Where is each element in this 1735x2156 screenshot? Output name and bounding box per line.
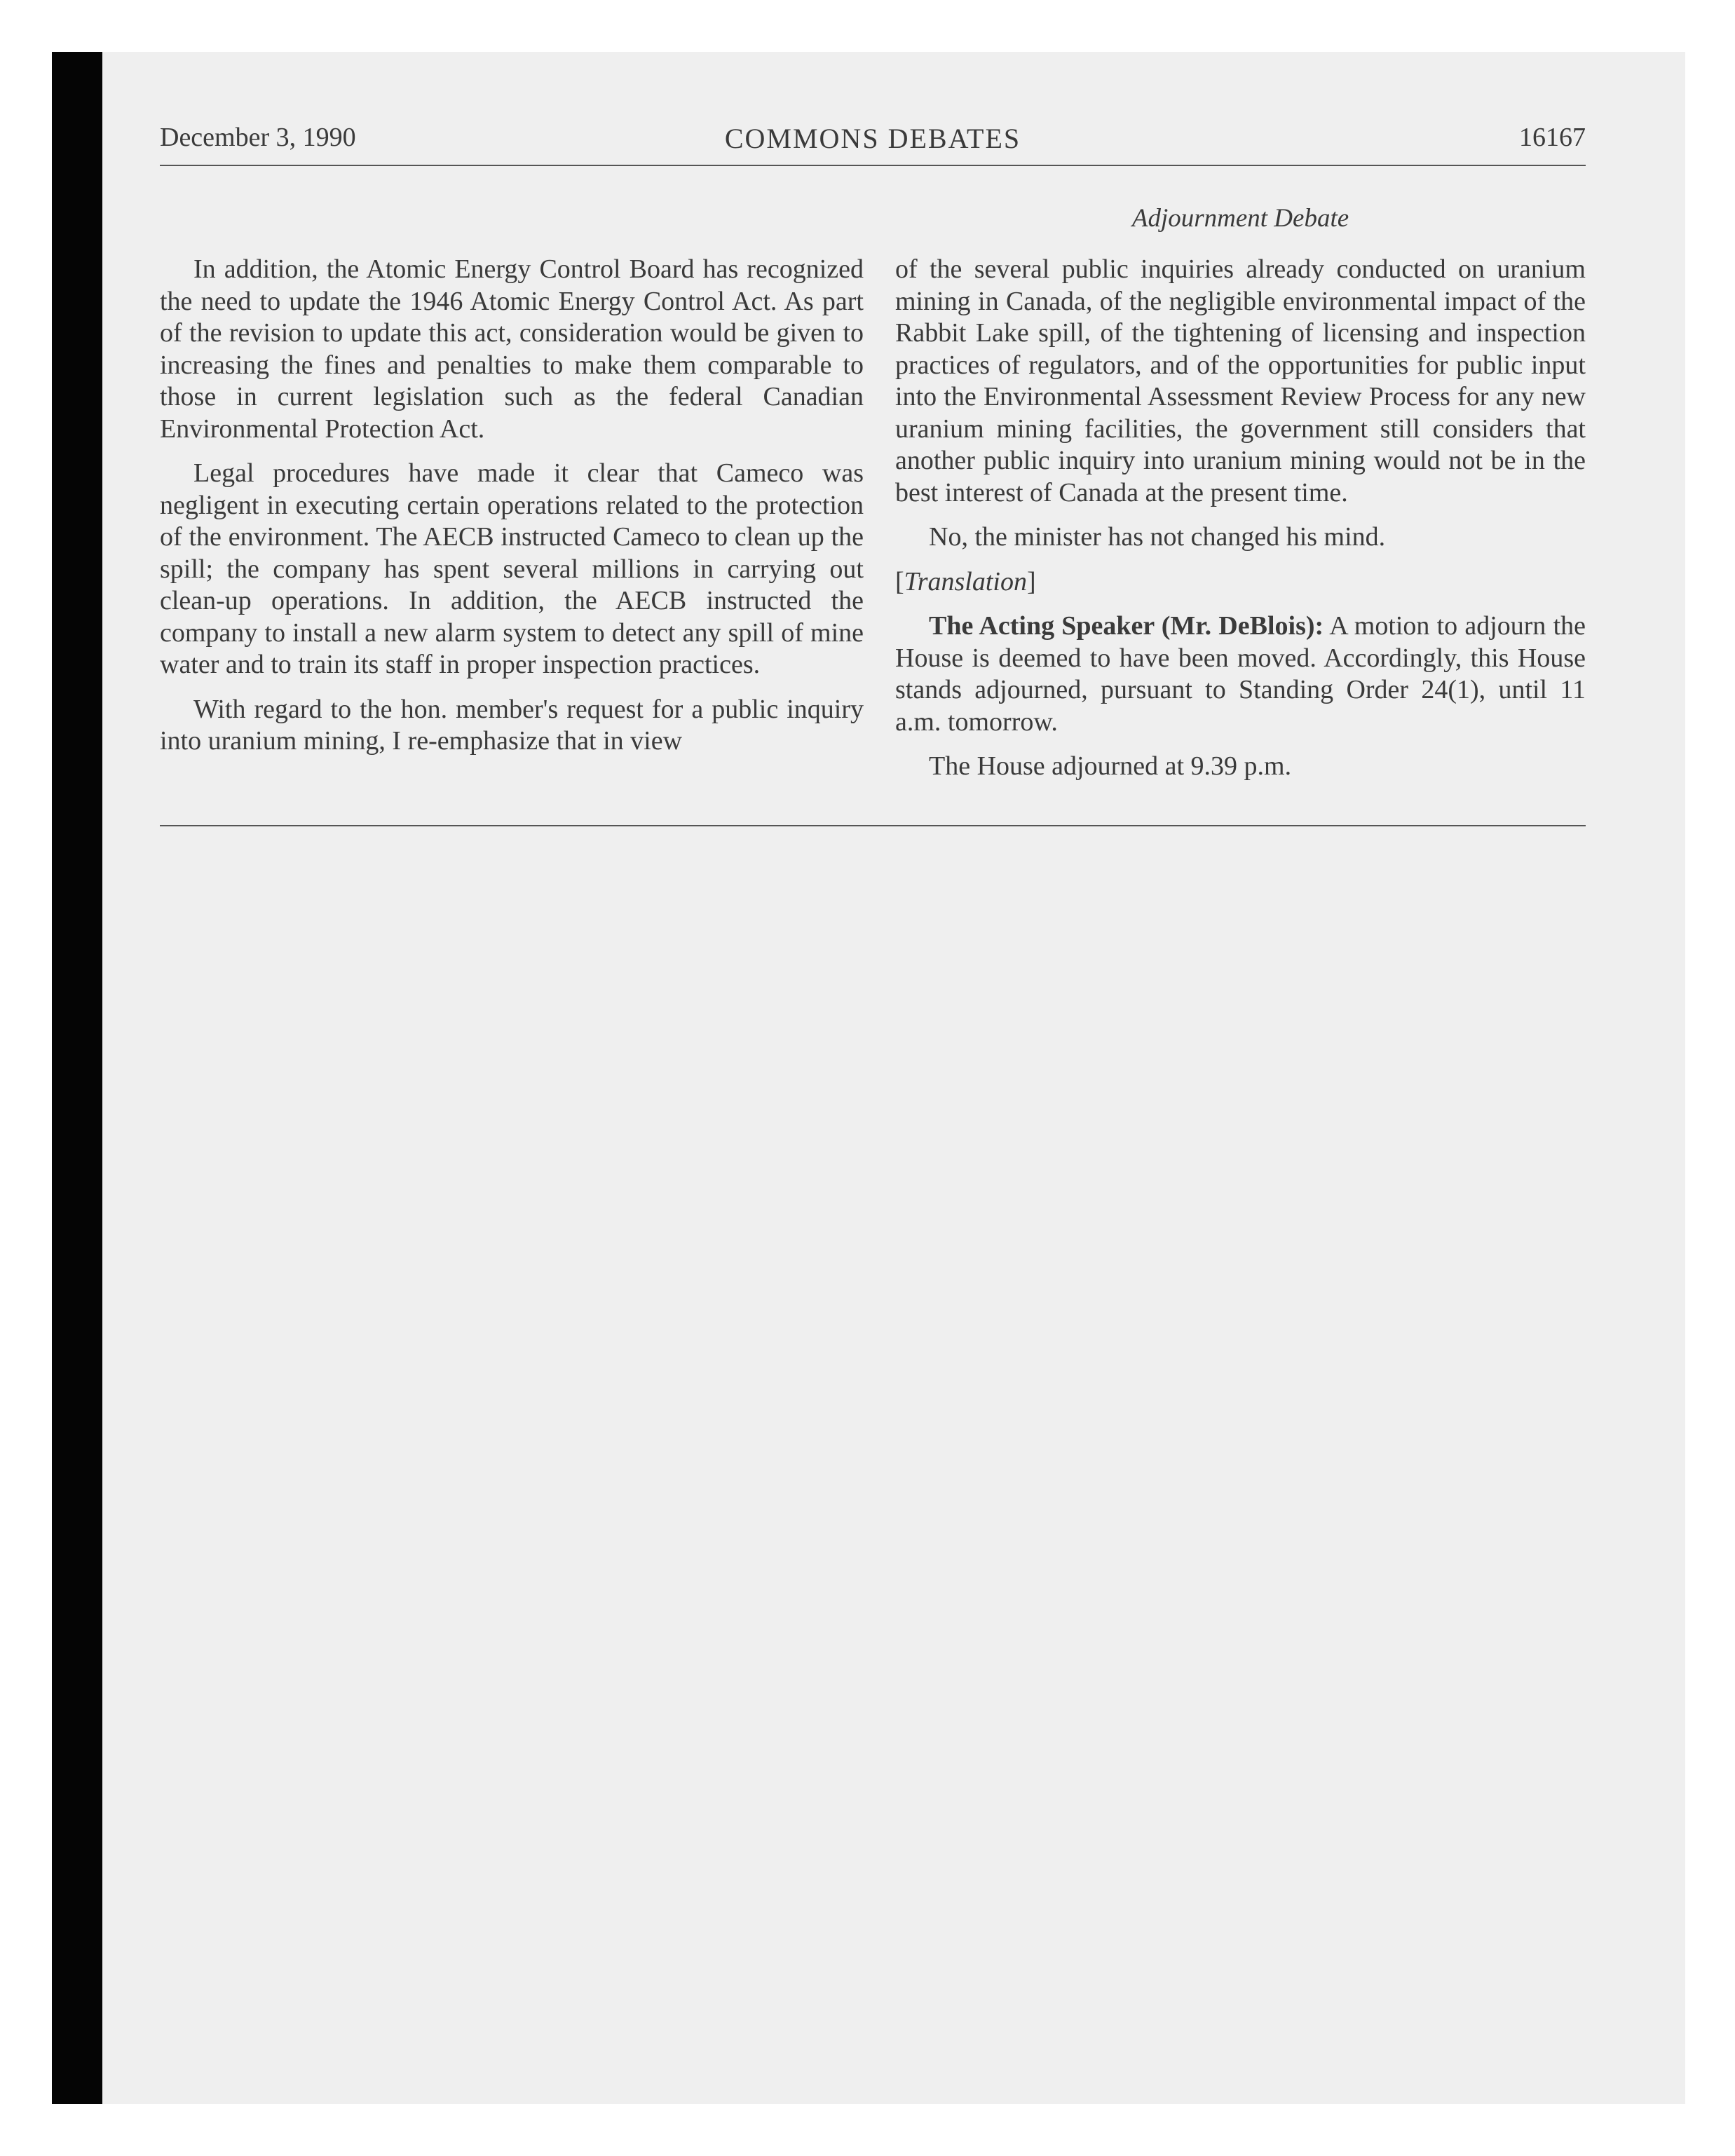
paragraph: The House adjourned at 9.39 p.m. <box>929 751 1292 781</box>
bracket-close: ] <box>1026 566 1036 596</box>
running-head <box>160 122 1586 164</box>
header-rule <box>160 165 1586 166</box>
end-rule <box>160 825 1586 826</box>
speaker-text: A motion to adjourn the House is deemed to have been moved. Accordingly, this House stands adjourned, pursuant to Standing Order 24(1), until 11 a.m. tomorrow. <box>895 611 1586 737</box>
translation-label: Translation <box>904 566 1027 596</box>
binding-edge <box>52 52 102 2104</box>
left-column <box>160 254 864 770</box>
paragraph: In addition, the Atomic Energy Control Board has recognized the need to update the 1946 Atomic Energy Control Act. As part of the revision to update this act, consideration would be given to increasing the fines and penalties to make them comparable to those in current legislation such as the federal Canadian Environmental Protection Act. <box>160 254 864 444</box>
bracket-open: [ <box>895 566 904 596</box>
paragraph: With regard to the hon. member's request for a public inquiry into uranium mining, I re-emphasize that in view <box>160 694 864 756</box>
paragraph: Legal procedures have made it clear that Cameco was negligent in executing certain operations related to the protection of the environment. The AECB instructed Cameco to clean up the spill; the company has spent several millions in carrying out clean-up operations. In addition, the AECB instructed the company to install a new alarm system to detect any spill of mine water and to train its staff in proper inspection practices. <box>160 458 864 679</box>
header-date: December 3, 1990 <box>160 123 356 152</box>
header-title: COMMONS DEBATES <box>724 123 1021 154</box>
translation-note <box>895 566 1586 599</box>
section-heading: Adjournment Debate <box>1131 204 1349 233</box>
speaker-paragraph <box>895 610 1586 738</box>
paragraph: No, the minister has not changed his mind. <box>929 522 1386 552</box>
paragraph: of the several public inquiries already conducted on uranium mining in Canada, of the negligible environmental impact of the Rabbit Lake spill, of the tightening of licensing and inspection practices of regulators, and of the opportunities for public input into the Environmental Assessment Review Process for any new uranium mining facilities, the government still considers that another public inquiry into uranium mining would not be in the best interest of Canada at the present time. <box>895 254 1586 507</box>
header-page-number: 16167 <box>1519 123 1586 152</box>
speaker-name: The Acting Speaker (Mr. DeBlois): <box>929 611 1324 641</box>
right-column <box>895 254 1586 796</box>
